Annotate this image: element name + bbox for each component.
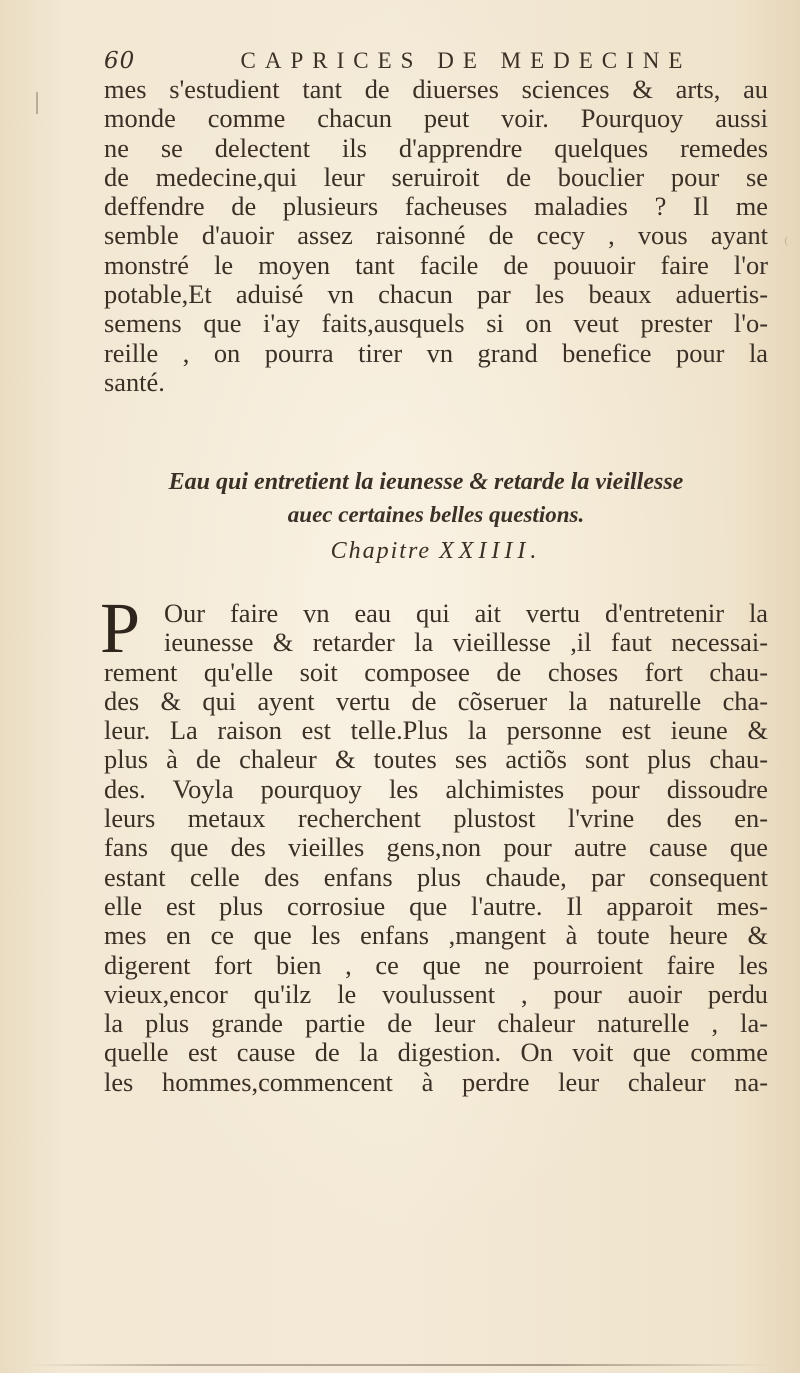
- text-line: monstré le moyen tant facile de pouuoir faire l'or: [104, 249, 768, 280]
- margin-mark-right: [785, 236, 792, 246]
- text-line: plus à de chaleur & toutes ses actiõs sont plus chau-: [104, 744, 768, 775]
- chapter-number: XXIIII.: [439, 538, 542, 564]
- text-line: la plus grande partie de leur chaleur naturelle , la-: [104, 1008, 768, 1039]
- text-line: ieunesse & retarder la vieillesse ,il faut necessai-: [164, 627, 768, 658]
- text-line: semble d'auoir assez raisonné de cecy , vous ayant: [104, 220, 768, 251]
- drop-cap-initial: P: [100, 588, 141, 668]
- text-line: des & qui ayent vertu de cõseruer la naturelle cha-: [104, 685, 768, 716]
- text-line: des. Voyla pourquoy les alchimistes pour dissoudre: [104, 773, 768, 804]
- text-line: elle est plus corrosiue que l'autre. Il apparoit mes-: [104, 890, 768, 921]
- text-line: fans que des vieilles gens,non pour autre cause que: [104, 832, 768, 863]
- text-line: les hommes,commencent à perdre leur chaleur na-: [104, 1066, 768, 1097]
- text-line: potable,Et aduisé vn chacun par les beaux aduertis-: [104, 279, 768, 310]
- running-head: CAPRICES DE MEDECINE: [240, 48, 692, 73]
- text-line: vieux,encor qu'ilz le voulussent , pour auoir perdu: [104, 978, 768, 1009]
- text-line: Our faire vn eau qui ait vertu d'entretenir la: [164, 598, 768, 628]
- text-line: de medecine,qui leur seruiroit de bouclier pour se: [104, 161, 768, 192]
- page-number: 60: [104, 48, 136, 74]
- text-line: monde comme chacun peut voir. Pourquoy aussi: [104, 103, 768, 134]
- chapter-heading: [104, 466, 768, 569]
- chapter-paragraph: [104, 599, 768, 1097]
- text-line: quelle est cause de la digestion. On voit que comme: [104, 1037, 768, 1068]
- text-line: digerent fort bien , ce que ne pourroient faire les: [104, 949, 768, 980]
- text-line: ne se delectent ils d'apprendre quelques remedes: [104, 132, 768, 163]
- text-line: rement qu'elle soit composee de choses fort chau-: [104, 656, 768, 687]
- text-line: semens que i'ay faits,ausquels si on veut prester l'o-: [104, 308, 768, 339]
- text-line: mes en ce que les enfans ,mangent à toute heure &: [104, 920, 768, 951]
- text-line: santé.: [104, 366, 165, 397]
- margin-mark: [36, 92, 38, 114]
- text-line: estant celle des enfans plus chaude, par consequent: [104, 861, 768, 892]
- text-line: leur. La raison est telle.Plus la personne est ieune &: [104, 715, 768, 746]
- text-line: leurs metaux recherchent plustost l'vrine des en-: [104, 803, 768, 834]
- text-line: deffendre de plusieurs facheuses maladies ? Il me: [104, 191, 768, 222]
- text-line: mes s'estudient tant de diuerses sciences & arts, au: [104, 74, 768, 104]
- text-line: reille , on pourra tirer vn grand benefice pour la: [104, 337, 768, 368]
- chapter-label: [104, 533, 768, 569]
- paragraph-continuation: [104, 75, 768, 397]
- chapter-title-line: auec certaines belles questions.: [287, 502, 585, 527]
- chapter-title-line: Eau qui entretient la ieunesse & retarde la vieillesse: [168, 469, 684, 495]
- page-bottom-edge: [30, 1364, 770, 1366]
- chapter-label-word: Chapitre: [330, 538, 432, 564]
